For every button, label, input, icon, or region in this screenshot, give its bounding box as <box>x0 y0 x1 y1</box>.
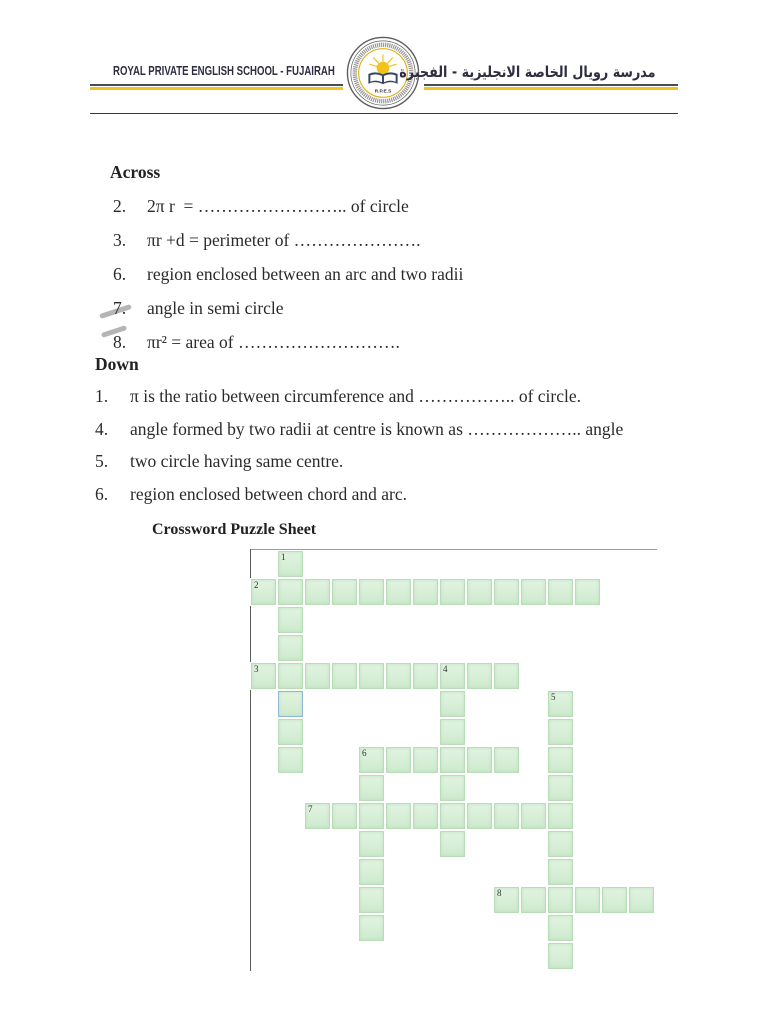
crest-initials: R.P.E.S <box>374 89 392 95</box>
crest-sun <box>377 62 390 75</box>
school-name-english: ROYAL PRIVATE ENGLISH SCHOOL - FUJAIRAH <box>113 63 335 78</box>
header-rule-dark-right <box>424 84 678 86</box>
crossword-cell[interactable] <box>547 718 574 746</box>
crossword-cell[interactable] <box>493 662 520 690</box>
crossword-cell[interactable] <box>547 578 574 606</box>
crossword-cell[interactable] <box>547 774 574 802</box>
crossword-cell[interactable] <box>520 578 547 606</box>
crossword-cell[interactable] <box>493 578 520 606</box>
across-clue <box>113 298 463 332</box>
clue-text: angle in semi circle <box>147 298 284 318</box>
clue-text: two circle having same centre. <box>130 451 344 472</box>
across-clue-list <box>113 196 463 366</box>
crossword-grid <box>250 550 655 970</box>
crossword-cell[interactable] <box>628 886 655 914</box>
crossword-cell[interactable] <box>358 858 385 886</box>
crossword-cell[interactable] <box>358 802 385 830</box>
header-rule-dark-left <box>90 84 343 86</box>
clue-text: πr +d = perimeter of …………………. <box>147 230 421 250</box>
clue-number: 6. <box>95 484 109 505</box>
crossword-cell[interactable] <box>358 914 385 942</box>
across-clue <box>113 264 463 298</box>
cell-number-label: 7 <box>308 804 313 814</box>
down-heading: Down <box>95 354 139 374</box>
crossword-cell[interactable] <box>385 802 412 830</box>
crossword-cell[interactable] <box>520 802 547 830</box>
crossword-cell[interactable] <box>412 662 439 690</box>
clue-text: π is the ratio between circumference and …………….. of circle. <box>130 386 582 406</box>
clue-number: 1. <box>95 386 109 406</box>
clue-text: region enclosed between chord and arc. <box>130 484 407 505</box>
down-clue <box>95 484 623 517</box>
crossword-cell[interactable] <box>331 802 358 830</box>
crossword-cell[interactable] <box>439 718 466 746</box>
down-clue-list <box>95 386 623 517</box>
crossword-cell[interactable] <box>331 578 358 606</box>
clue-number: 6. <box>113 264 127 284</box>
clue-number: 2. <box>113 196 127 216</box>
crossword-cell[interactable] <box>412 578 439 606</box>
cell-number-label: 3 <box>254 664 259 674</box>
clue-number: 4. <box>95 418 109 439</box>
crossword-cell[interactable] <box>277 550 304 578</box>
clue-number: 8. <box>113 332 127 352</box>
header-divider <box>90 113 678 114</box>
clue-text: πr² = area of ………………………. <box>147 332 400 352</box>
crossword-cell[interactable] <box>439 662 466 690</box>
clue-text: angle formed by two radii at centre is known as ……………….. angle <box>130 418 624 439</box>
across-clue <box>113 196 463 230</box>
cell-number-label: 5 <box>551 692 556 702</box>
crossword-cell[interactable] <box>331 662 358 690</box>
down-clue <box>95 419 623 452</box>
cell-number-label: 1 <box>281 552 286 562</box>
clue-number: 7. <box>113 298 127 318</box>
crossword-cell[interactable] <box>439 774 466 802</box>
crossword-cell[interactable] <box>493 746 520 774</box>
crossword-cell[interactable] <box>439 578 466 606</box>
crossword-cell[interactable] <box>250 662 277 690</box>
crossword-cell[interactable] <box>439 746 466 774</box>
crossword-cell[interactable] <box>466 578 493 606</box>
crossword-cell[interactable] <box>304 578 331 606</box>
crossword-cell[interactable] <box>250 578 277 606</box>
crossword-cell[interactable] <box>493 802 520 830</box>
clue-number: 5. <box>95 451 109 472</box>
crossword-cell[interactable] <box>304 662 331 690</box>
crossword-cell[interactable] <box>574 886 601 914</box>
clue-text: region enclosed between an arc and two radii <box>147 264 464 284</box>
down-clue <box>95 386 623 419</box>
crossword-cell[interactable] <box>358 662 385 690</box>
crossword-cell[interactable] <box>277 662 304 690</box>
crossword-cell[interactable] <box>277 746 304 774</box>
crossword-cell[interactable] <box>547 942 574 970</box>
school-name-arabic: مدرسة رويال الخاصة الانجليزية - الفجيرة <box>399 63 656 81</box>
crossword-cell[interactable] <box>358 774 385 802</box>
crossword-cell[interactable] <box>439 690 466 718</box>
cell-number-label: 2 <box>254 580 259 590</box>
crossword-cell[interactable] <box>385 746 412 774</box>
header-rule-gold-right <box>424 87 678 90</box>
crossword-cell[interactable] <box>277 718 304 746</box>
crossword-cell[interactable] <box>466 802 493 830</box>
crossword-cell[interactable] <box>601 886 628 914</box>
crossword-cell[interactable] <box>277 578 304 606</box>
clue-text: 2π r = …………………….. of circle <box>147 196 409 216</box>
crossword-cell[interactable] <box>412 746 439 774</box>
crossword-cell[interactable] <box>466 746 493 774</box>
crossword-cell[interactable] <box>574 578 601 606</box>
cell-number-label: 8 <box>497 888 502 898</box>
cell-number-label: 6 <box>362 748 367 758</box>
crossword-cell[interactable] <box>439 830 466 858</box>
clue-number: 3. <box>113 230 127 250</box>
crossword-cell[interactable] <box>412 802 439 830</box>
header-rule-gold-left <box>90 87 343 90</box>
crossword-cell[interactable] <box>277 690 304 718</box>
crossword-cell[interactable] <box>493 886 520 914</box>
crossword-cell[interactable] <box>277 606 304 634</box>
crossword-cell[interactable] <box>466 662 493 690</box>
crossword-cell[interactable] <box>547 914 574 942</box>
crossword-cell[interactable] <box>385 578 412 606</box>
crossword-cell[interactable] <box>277 634 304 662</box>
down-clue <box>95 451 623 484</box>
crossword-cell[interactable] <box>358 746 385 774</box>
crossword-cell[interactable] <box>547 858 574 886</box>
crossword-cell[interactable] <box>358 578 385 606</box>
crossword-cell[interactable] <box>358 830 385 858</box>
puzzle-title: Crossword Puzzle Sheet <box>152 521 317 538</box>
crossword-cell[interactable] <box>547 886 574 914</box>
crossword-cell[interactable] <box>439 802 466 830</box>
crossword-cell[interactable] <box>547 802 574 830</box>
crossword-cell[interactable] <box>385 662 412 690</box>
cell-number-label: 4 <box>443 664 448 674</box>
across-clue <box>113 332 463 366</box>
crossword-cell[interactable] <box>547 830 574 858</box>
crossword-cell[interactable] <box>547 746 574 774</box>
across-clue <box>113 230 463 264</box>
crossword-cell[interactable] <box>520 886 547 914</box>
crossword-cell[interactable] <box>547 690 574 718</box>
crossword-cell[interactable] <box>304 802 331 830</box>
across-heading: Across <box>110 162 161 182</box>
crossword-cell[interactable] <box>358 886 385 914</box>
